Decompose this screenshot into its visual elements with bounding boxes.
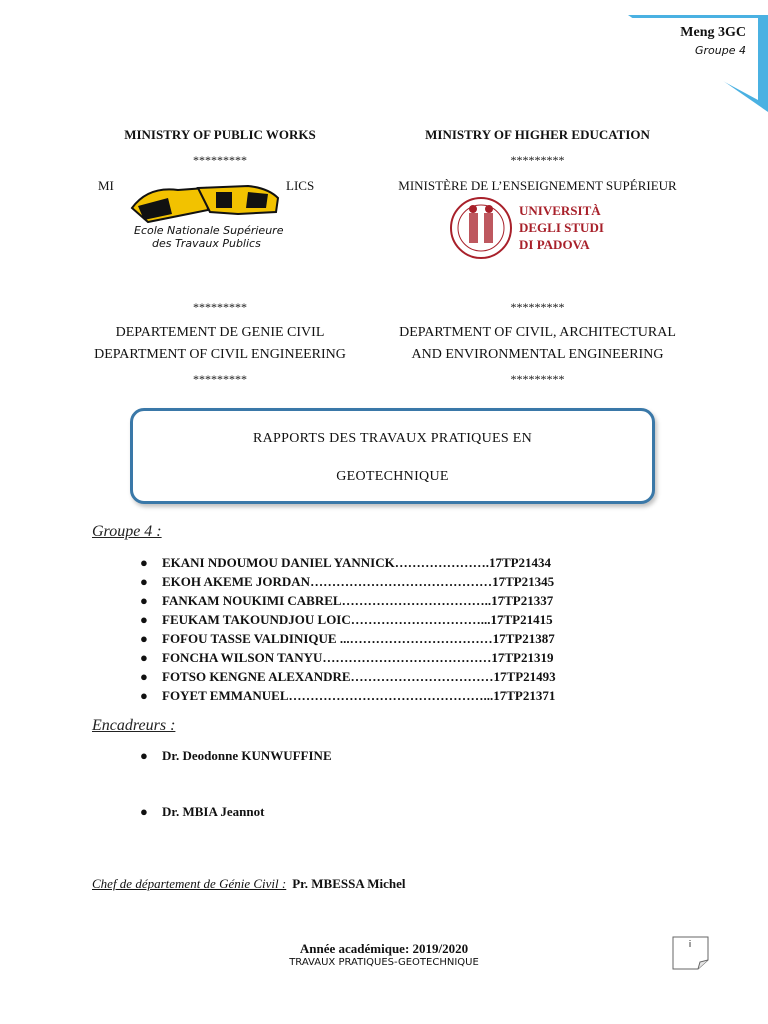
padova-logo bbox=[447, 193, 617, 263]
left-stars-3: ********* bbox=[193, 372, 247, 386]
bullet-icon: ● bbox=[140, 748, 148, 763]
list-item bbox=[140, 612, 553, 628]
bullet-icon: ● bbox=[140, 650, 148, 665]
bullet-icon: ● bbox=[140, 669, 148, 684]
member-text: FANKAM NOUKIMI CABREL……………………………..17TP21337 bbox=[162, 593, 554, 608]
padova-logo-text-1: UNIVERSITÀ bbox=[519, 203, 601, 218]
padova-logo-text-2: DEGLI STUDI bbox=[519, 220, 604, 235]
bullet-icon: ● bbox=[140, 593, 148, 608]
academic-year: Année académique: 2019/2020 bbox=[299, 941, 469, 956]
enstp-logo-text-2: des Travaux Publics bbox=[152, 237, 261, 250]
left-stars-2: ********* bbox=[193, 300, 247, 314]
left-dept-fr: DEPARTEMENT DE GENIE CIVIL bbox=[115, 325, 325, 340]
bullet-icon: ● bbox=[140, 574, 148, 589]
enstp-logo bbox=[128, 178, 286, 254]
right-ministry: MINISTRY OF HIGHER EDUCATION bbox=[425, 127, 650, 142]
report-title-line-1: RAPPORTS DES TRAVAUX PRATIQUES EN bbox=[252, 431, 532, 446]
page-number-box-icon bbox=[672, 936, 710, 970]
report-title-line-2: GEOTECHNIQUE bbox=[336, 469, 449, 484]
supervisors-label: Encadreurs : bbox=[92, 717, 176, 734]
department-head-label: Chef de département de Génie Civil : bbox=[92, 876, 287, 891]
member-text: FONCHA WILSON TANYU…………………………………17TP21319 bbox=[162, 650, 554, 665]
list-item bbox=[140, 593, 553, 609]
corner-label bbox=[680, 25, 746, 57]
enstp-logo-text-1: Ecole Nationale Supérieure bbox=[134, 224, 284, 237]
right-dept-line-1: DEPARTMENT OF CIVIL, ARCHITECTURAL bbox=[399, 325, 676, 340]
list-item bbox=[140, 669, 556, 685]
corner-ribbon bbox=[598, 0, 768, 115]
list-item bbox=[140, 555, 551, 571]
right-dept-line-2: AND ENVIRONMENTAL ENGINEERING bbox=[411, 347, 664, 362]
bullet-icon: ● bbox=[140, 688, 148, 703]
bullet-icon: ● bbox=[140, 555, 148, 570]
padova-logo-text-3: DI PADOVA bbox=[519, 237, 590, 252]
report-title-box bbox=[130, 408, 655, 504]
bullet-icon: ● bbox=[140, 612, 148, 627]
supervisor-name: Dr. Deodonne KUNWUFFINE bbox=[162, 748, 332, 763]
corner-subtitle: Groupe 4 bbox=[695, 44, 746, 57]
bullet-icon: ● bbox=[140, 631, 148, 646]
list-item bbox=[140, 688, 555, 704]
right-ministry-fr: MINISTÈRE DE L’ENSEIGNEMENT SUPÉRIEUR bbox=[398, 178, 677, 193]
supervisor-item bbox=[140, 748, 332, 764]
list-item bbox=[140, 574, 554, 590]
left-stars-1: ********* bbox=[193, 153, 247, 167]
list-item bbox=[140, 631, 555, 647]
page-number: i bbox=[688, 940, 692, 950]
right-stars-3: ********* bbox=[510, 372, 565, 386]
right-stars-1: ********* bbox=[510, 153, 565, 167]
corner-title: Meng 3GC bbox=[680, 25, 746, 40]
member-text: FOTSO KENGNE ALEXANDRE……………………………17TP21493 bbox=[162, 669, 556, 684]
member-text: EKOH AKEME JORDAN……………………………………17TP21345 bbox=[162, 574, 555, 589]
supervisor-item bbox=[140, 804, 264, 820]
list-item bbox=[140, 650, 553, 666]
supervisor-name: Dr. MBIA Jeannot bbox=[162, 804, 265, 819]
group-label: Groupe 4 : bbox=[92, 523, 162, 540]
left-ministry-fr-fragment-left: MI bbox=[98, 178, 114, 193]
left-dept-en: DEPARTMENT OF CIVIL ENGINEERING bbox=[94, 347, 346, 362]
member-text: FOYET EMMANUEL………………………………………...17TP21371 bbox=[162, 688, 556, 703]
right-stars-2: ********* bbox=[510, 300, 565, 314]
footer-subtitle: TRAVAUX PRATIQUES-GEOTECHNIQUE bbox=[289, 957, 479, 968]
member-text: FEUKAM TAKOUNDJOU LOIC…………………………...17TP21415 bbox=[162, 612, 553, 627]
department-head bbox=[92, 876, 406, 892]
member-text: EKANI NDOUMOU DANIEL YANNICK………………….17TP21434 bbox=[162, 555, 552, 570]
left-ministry-fr-fragment-right: LICS bbox=[286, 178, 315, 193]
department-head-name: Pr. MBESSA Michel bbox=[292, 876, 406, 891]
bullet-icon: ● bbox=[140, 804, 148, 819]
left-ministry: MINISTRY OF PUBLIC WORKS bbox=[124, 127, 316, 142]
member-text: FOFOU TASSE VALDINIQUE ...……………………………17TP21387 bbox=[162, 631, 555, 646]
